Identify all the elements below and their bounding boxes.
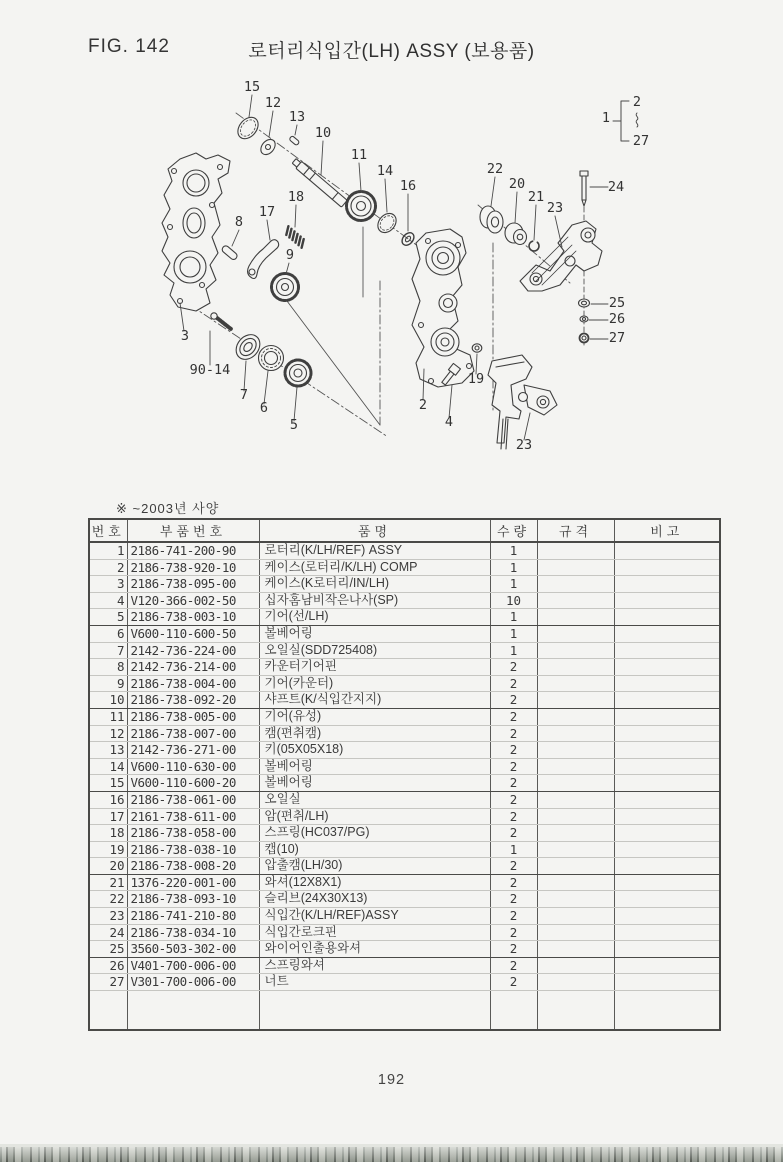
cell-no: 23 bbox=[89, 908, 127, 925]
cell-name: 오일실 bbox=[259, 791, 490, 808]
cell-no: 21 bbox=[89, 874, 127, 891]
table-row bbox=[89, 825, 720, 842]
cell-spec bbox=[537, 924, 614, 941]
callout-label: 17 bbox=[258, 204, 276, 220]
scan-edge-noise bbox=[0, 1147, 783, 1162]
cell-empty bbox=[614, 991, 720, 1011]
cell-name: 기어(유성) bbox=[259, 708, 490, 725]
cell-name: 카운터기어핀 bbox=[259, 659, 490, 676]
callout-label: 1 bbox=[601, 110, 611, 126]
exploded-diagram bbox=[140, 75, 670, 490]
cell-spec bbox=[537, 808, 614, 825]
table-row bbox=[89, 808, 720, 825]
cell-note bbox=[614, 576, 720, 593]
cell-part_no: 2186-741-210-80 bbox=[127, 908, 259, 925]
cell-spec bbox=[537, 542, 614, 559]
cell-name: 볼베어링 bbox=[259, 625, 490, 642]
callout-label: 18 bbox=[287, 189, 305, 205]
callout-label: 20 bbox=[508, 176, 526, 192]
cell-name: 케이스(로터리/K/LH) COMP bbox=[259, 559, 490, 576]
cell-part_no: 2186-738-003-10 bbox=[127, 609, 259, 626]
cell-empty bbox=[127, 1010, 259, 1030]
cell-no: 17 bbox=[89, 808, 127, 825]
part-pin-8 bbox=[221, 245, 239, 261]
cell-note bbox=[614, 675, 720, 692]
cell-note bbox=[614, 858, 720, 875]
callout-label: 22 bbox=[486, 161, 504, 177]
part-cam-20 bbox=[505, 223, 527, 245]
cell-spec bbox=[537, 609, 614, 626]
cell-name: 캡(10) bbox=[259, 841, 490, 858]
cell-note bbox=[614, 957, 720, 974]
part-cap-19 bbox=[472, 344, 482, 352]
table-row bbox=[89, 941, 720, 958]
table-row bbox=[89, 708, 720, 725]
cell-name: 스프링(HC037/PG) bbox=[259, 825, 490, 842]
cell-note bbox=[614, 609, 720, 626]
cell-no: 12 bbox=[89, 725, 127, 742]
table-row bbox=[89, 609, 720, 626]
table-row bbox=[89, 758, 720, 775]
cell-name: 기어(선/LH) bbox=[259, 609, 490, 626]
cell-part_no: V301-700-006-00 bbox=[127, 974, 259, 991]
callout-label: 6 bbox=[259, 400, 269, 416]
cell-name: 오일실(SDD725408) bbox=[259, 642, 490, 659]
table-row bbox=[89, 592, 720, 609]
cell-name: 볼베어링 bbox=[259, 775, 490, 792]
cell-qty: 2 bbox=[490, 791, 537, 808]
cell-part_no: 2161-738-611-00 bbox=[127, 808, 259, 825]
cell-no: 8 bbox=[89, 659, 127, 676]
part-case-left bbox=[162, 153, 230, 311]
callout-label: 2 bbox=[632, 94, 642, 110]
cell-name: 십자홈남비작은나사(SP) bbox=[259, 592, 490, 609]
callout-label: 10 bbox=[314, 125, 332, 141]
table-row bbox=[89, 625, 720, 642]
cell-no: 27 bbox=[89, 974, 127, 991]
part-sleeve-22 bbox=[480, 206, 503, 233]
cell-note bbox=[614, 808, 720, 825]
cell-qty: 1 bbox=[490, 841, 537, 858]
group-line-b bbox=[278, 289, 380, 425]
table-filler-row bbox=[89, 1010, 720, 1030]
cell-no: 22 bbox=[89, 891, 127, 908]
callout-label: 21 bbox=[527, 189, 545, 205]
cell-note bbox=[614, 825, 720, 842]
cell-part_no: V600-110-600-50 bbox=[127, 625, 259, 642]
cell-no: 20 bbox=[89, 858, 127, 875]
cell-name: 슬리브(24X30X13) bbox=[259, 891, 490, 908]
cell-empty bbox=[259, 1010, 490, 1030]
part-key-13 bbox=[289, 135, 300, 145]
table-row bbox=[89, 924, 720, 941]
cell-part_no: 2186-738-920-10 bbox=[127, 559, 259, 576]
cell-name: 케이스(K로터리/IN/LH) bbox=[259, 576, 490, 593]
cell-part_no: 2186-738-058-00 bbox=[127, 825, 259, 842]
cell-note bbox=[614, 625, 720, 642]
cell-part_no: V600-110-630-00 bbox=[127, 758, 259, 775]
cell-no: 2 bbox=[89, 559, 127, 576]
cell-name: 와이어인출용와셔 bbox=[259, 941, 490, 958]
part-gear-9 bbox=[272, 274, 299, 301]
cell-no: 25 bbox=[89, 941, 127, 958]
cell-qty: 1 bbox=[490, 542, 537, 559]
cell-qty: 1 bbox=[490, 609, 537, 626]
parts-table-body bbox=[89, 542, 720, 1030]
cell-spec bbox=[537, 642, 614, 659]
cell-name: 와셔(12X8X1) bbox=[259, 874, 490, 891]
table-header-row bbox=[89, 519, 720, 542]
table-row bbox=[89, 559, 720, 576]
parts-table bbox=[88, 518, 721, 1031]
table-row bbox=[89, 791, 720, 808]
cell-spec bbox=[537, 625, 614, 642]
cell-note bbox=[614, 791, 720, 808]
cell-spec bbox=[537, 974, 614, 991]
callout-label: 7 bbox=[239, 387, 249, 403]
cell-qty: 2 bbox=[490, 941, 537, 958]
cell-spec bbox=[537, 941, 614, 958]
column-header: 부품번호 bbox=[127, 519, 259, 542]
cell-qty: 2 bbox=[490, 858, 537, 875]
part-spring-washer-26 bbox=[580, 316, 588, 322]
page-number: 192 bbox=[377, 1072, 406, 1088]
column-header: 규격 bbox=[537, 519, 614, 542]
cell-no: 24 bbox=[89, 924, 127, 941]
cell-name: 식입간(K/LH/REF)ASSY bbox=[259, 908, 490, 925]
table-row bbox=[89, 642, 720, 659]
callout-label: 27 bbox=[632, 133, 650, 149]
part-spring-18 bbox=[283, 226, 307, 248]
cell-part_no: 2186-738-095-00 bbox=[127, 576, 259, 593]
cell-empty bbox=[490, 991, 537, 1011]
cell-name: 식입간로크핀 bbox=[259, 924, 490, 941]
cell-qty: 2 bbox=[490, 874, 537, 891]
cell-qty: 2 bbox=[490, 725, 537, 742]
part-case-middle bbox=[412, 229, 474, 387]
cell-spec bbox=[537, 858, 614, 875]
cell-note bbox=[614, 692, 720, 709]
cell-note bbox=[614, 891, 720, 908]
cell-part_no: V120-366-002-50 bbox=[127, 592, 259, 609]
cell-spec bbox=[537, 708, 614, 725]
cell-no: 1 bbox=[89, 542, 127, 559]
cell-part_no: 2186-738-007-00 bbox=[127, 725, 259, 742]
cell-part_no: 2186-738-008-20 bbox=[127, 858, 259, 875]
part-bearing-14 bbox=[374, 210, 400, 236]
table-row bbox=[89, 891, 720, 908]
part-gear-11 bbox=[347, 192, 376, 221]
part-arm-assy-bottom bbox=[488, 355, 557, 449]
cell-no: 13 bbox=[89, 742, 127, 759]
cell-note bbox=[614, 874, 720, 891]
cell-qty: 2 bbox=[490, 708, 537, 725]
cell-spec bbox=[537, 957, 614, 974]
cell-qty: 2 bbox=[490, 742, 537, 759]
cell-spec bbox=[537, 659, 614, 676]
table-row bbox=[89, 692, 720, 709]
cell-spec bbox=[537, 742, 614, 759]
cell-no: 5 bbox=[89, 609, 127, 626]
cell-note bbox=[614, 941, 720, 958]
cell-qty: 2 bbox=[490, 957, 537, 974]
cell-spec bbox=[537, 791, 614, 808]
cell-qty: 10 bbox=[490, 592, 537, 609]
callout-label: 2 bbox=[418, 397, 428, 413]
cell-qty: 2 bbox=[490, 924, 537, 941]
cell-spec bbox=[537, 908, 614, 925]
cell-qty: 2 bbox=[490, 825, 537, 842]
cell-no: 15 bbox=[89, 775, 127, 792]
cell-empty bbox=[537, 991, 614, 1011]
cell-name: 압출캠(LH/30) bbox=[259, 858, 490, 875]
cell-qty: 2 bbox=[490, 692, 537, 709]
cell-note bbox=[614, 642, 720, 659]
callout-label: 13 bbox=[288, 109, 306, 125]
spec-note: ※ ~2003년 사양 bbox=[116, 501, 220, 516]
table-row bbox=[89, 742, 720, 759]
cell-note bbox=[614, 559, 720, 576]
cell-qty: 2 bbox=[490, 974, 537, 991]
cell-spec bbox=[537, 576, 614, 593]
part-nut-27 bbox=[580, 334, 589, 343]
cell-no: 3 bbox=[89, 576, 127, 593]
cell-qty: 2 bbox=[490, 775, 537, 792]
callout-label: 23 bbox=[515, 437, 533, 453]
part-pin-24 bbox=[580, 171, 588, 206]
table-filler-row bbox=[89, 991, 720, 1011]
part-arm-assy-top bbox=[520, 221, 602, 291]
cell-no: 9 bbox=[89, 675, 127, 692]
cell-qty: 1 bbox=[490, 625, 537, 642]
cell-spec bbox=[537, 874, 614, 891]
table-row bbox=[89, 874, 720, 891]
table-row bbox=[89, 725, 720, 742]
column-header: 비고 bbox=[614, 519, 720, 542]
cell-qty: 1 bbox=[490, 559, 537, 576]
cell-part_no: 2186-738-034-10 bbox=[127, 924, 259, 941]
cell-empty bbox=[127, 991, 259, 1011]
cell-spec bbox=[537, 841, 614, 858]
cell-part_no: 2186-738-061-00 bbox=[127, 791, 259, 808]
figure-number: FIG. 142 bbox=[88, 36, 170, 57]
cell-no: 26 bbox=[89, 957, 127, 974]
part-bearing-15 bbox=[234, 113, 262, 142]
exploded-diagram-svg bbox=[140, 75, 670, 490]
callout-label: 4 bbox=[444, 414, 454, 430]
cell-part_no: V600-110-600-20 bbox=[127, 775, 259, 792]
cell-qty: 2 bbox=[490, 659, 537, 676]
cell-no: 14 bbox=[89, 758, 127, 775]
cell-note bbox=[614, 758, 720, 775]
callout-label: 27 bbox=[608, 330, 626, 346]
cell-part_no: V401-700-006-00 bbox=[127, 957, 259, 974]
table-row bbox=[89, 974, 720, 991]
cell-qty: 2 bbox=[490, 675, 537, 692]
callout-label: 19 bbox=[467, 371, 485, 387]
cell-part_no: 2142-736-214-00 bbox=[127, 659, 259, 676]
cell-part_no: 2186-738-005-00 bbox=[127, 708, 259, 725]
column-header: 품명 bbox=[259, 519, 490, 542]
cell-no: 7 bbox=[89, 642, 127, 659]
cell-no: 16 bbox=[89, 791, 127, 808]
cell-spec bbox=[537, 891, 614, 908]
part-bearing-6 bbox=[259, 346, 284, 371]
cell-spec bbox=[537, 825, 614, 842]
table-row bbox=[89, 542, 720, 559]
table-row bbox=[89, 775, 720, 792]
cell-no: 6 bbox=[89, 625, 127, 642]
cell-empty bbox=[89, 991, 127, 1011]
callout-label: 26 bbox=[608, 311, 626, 327]
cell-note bbox=[614, 659, 720, 676]
cell-note bbox=[614, 974, 720, 991]
callout-label: 5 bbox=[289, 417, 299, 433]
cell-note bbox=[614, 542, 720, 559]
cell-spec bbox=[537, 775, 614, 792]
cell-spec bbox=[537, 758, 614, 775]
cell-note bbox=[614, 708, 720, 725]
part-ring-21 bbox=[529, 241, 539, 251]
cell-no: 18 bbox=[89, 825, 127, 842]
page-title: 로터리식입간(LH) ASSY (보용품) bbox=[248, 41, 535, 62]
callout-label: 9 bbox=[285, 247, 295, 263]
cell-empty bbox=[259, 991, 490, 1011]
callout-label: 16 bbox=[399, 178, 417, 194]
cell-empty bbox=[537, 1010, 614, 1030]
table-row bbox=[89, 908, 720, 925]
cell-spec bbox=[537, 559, 614, 576]
cell-part_no: 2186-738-092-20 bbox=[127, 692, 259, 709]
cell-name: 키(05X05X18) bbox=[259, 742, 490, 759]
cell-note bbox=[614, 775, 720, 792]
cell-no: 19 bbox=[89, 841, 127, 858]
callout-label: 11 bbox=[350, 147, 368, 163]
cell-note bbox=[614, 725, 720, 742]
callout-label: 8 bbox=[234, 214, 244, 230]
cell-no: 11 bbox=[89, 708, 127, 725]
cell-spec bbox=[537, 675, 614, 692]
cell-qty: 2 bbox=[490, 758, 537, 775]
cell-note bbox=[614, 742, 720, 759]
callout-label: 23 bbox=[546, 200, 564, 216]
cell-part_no: 1376-220-001-00 bbox=[127, 874, 259, 891]
cell-part_no: 2186-738-004-00 bbox=[127, 675, 259, 692]
cell-no: 4 bbox=[89, 592, 127, 609]
callout-label: 14 bbox=[376, 163, 394, 179]
cell-name: 샤프트(K/식입간지지) bbox=[259, 692, 490, 709]
table-row bbox=[89, 957, 720, 974]
cell-note bbox=[614, 908, 720, 925]
cell-empty bbox=[89, 1010, 127, 1030]
cell-spec bbox=[537, 692, 614, 709]
cell-part_no: 2186-738-038-10 bbox=[127, 841, 259, 858]
table-row bbox=[89, 659, 720, 676]
cell-part_no: 2186-738-093-10 bbox=[127, 891, 259, 908]
part-gear-5 bbox=[285, 360, 311, 386]
table-row bbox=[89, 576, 720, 593]
callout-label: 24 bbox=[607, 179, 625, 195]
cell-spec bbox=[537, 592, 614, 609]
part-cam-12 bbox=[258, 137, 278, 158]
cell-part_no: 2142-736-271-00 bbox=[127, 742, 259, 759]
cell-part_no: 2186-741-200-90 bbox=[127, 542, 259, 559]
cell-note bbox=[614, 841, 720, 858]
cell-part_no: 2142-736-224-00 bbox=[127, 642, 259, 659]
cell-spec bbox=[537, 725, 614, 742]
callout-label: 25 bbox=[608, 295, 626, 311]
cell-name: 스프링와셔 bbox=[259, 957, 490, 974]
cell-no: 10 bbox=[89, 692, 127, 709]
cell-part_no: 3560-503-302-00 bbox=[127, 941, 259, 958]
table-row bbox=[89, 858, 720, 875]
part-arm-17 bbox=[248, 240, 279, 279]
callout-label: 3 bbox=[180, 328, 190, 344]
column-header: 번호 bbox=[89, 519, 127, 542]
column-header: 수량 bbox=[490, 519, 537, 542]
callout-label: 90-14 bbox=[189, 362, 231, 378]
cell-note bbox=[614, 924, 720, 941]
table-row bbox=[89, 841, 720, 858]
cell-name: 기어(카운터) bbox=[259, 675, 490, 692]
cell-name: 볼베어링 bbox=[259, 758, 490, 775]
cell-qty: 2 bbox=[490, 908, 537, 925]
part-washer-25 bbox=[579, 299, 590, 307]
cell-name: 로터리(K/LH/REF) ASSY bbox=[259, 542, 490, 559]
callout-label: 15 bbox=[243, 79, 261, 95]
cell-qty: 2 bbox=[490, 891, 537, 908]
callout-label: 12 bbox=[264, 95, 282, 111]
cell-name: 너트 bbox=[259, 974, 490, 991]
cell-qty: 1 bbox=[490, 642, 537, 659]
table-row bbox=[89, 675, 720, 692]
cell-qty: 2 bbox=[490, 808, 537, 825]
cell-empty bbox=[614, 1010, 720, 1030]
cell-name: 암(편취/LH) bbox=[259, 808, 490, 825]
cell-name: 캠(편취캠) bbox=[259, 725, 490, 742]
cell-qty: 1 bbox=[490, 576, 537, 593]
cell-note bbox=[614, 592, 720, 609]
cell-empty bbox=[490, 1010, 537, 1030]
